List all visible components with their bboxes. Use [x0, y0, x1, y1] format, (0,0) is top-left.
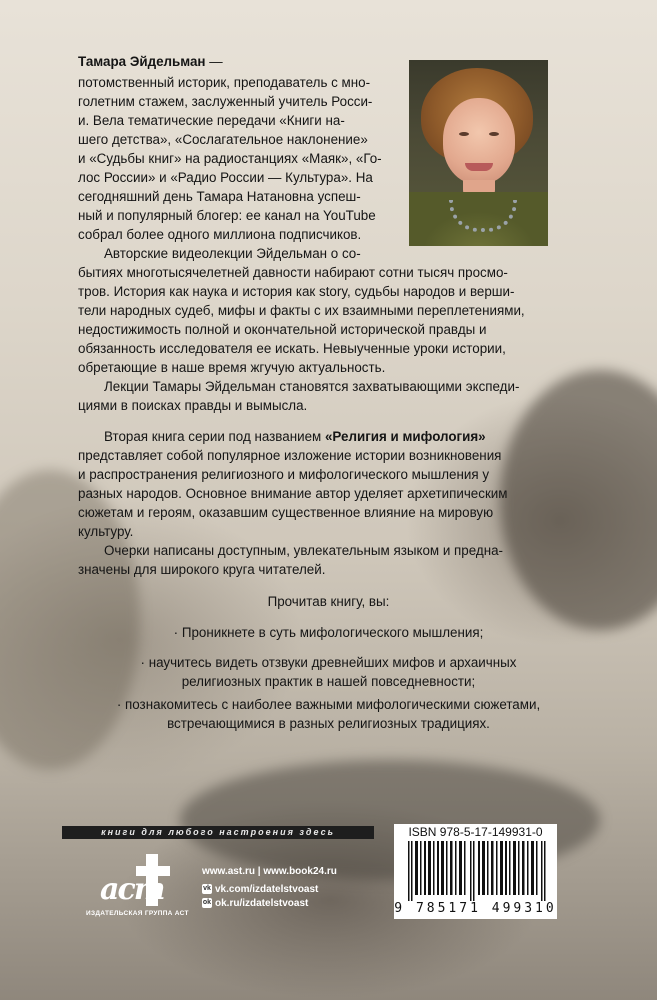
vk-link[interactable]: vk vk.com/izdatelstvoast	[203, 884, 319, 895]
bio-line: лос России» и «Радио России — Культура». На	[78, 170, 373, 185]
essays-line: значены для широкого круга читателей.	[78, 562, 326, 577]
barcode	[404, 841, 554, 901]
lecture-line: Авторские видеолекции Эйдельман о со-	[104, 246, 361, 261]
isbn-number: ISBN 978-5-17-149931-0	[408, 825, 543, 839]
lecture-line: обретающие в наше время жгучую актуальность.	[78, 360, 386, 375]
benefit-item: религиозных практик в нашей повседневности;	[181, 674, 476, 689]
publisher-tagline: книги для любого настроения здесь	[62, 826, 374, 839]
background-rock	[500, 370, 657, 630]
author-photo	[409, 60, 548, 246]
ok-link[interactable]: ok ok.ru/izdatelstvoast	[202, 898, 309, 909]
book-description-line: представляет собой популярное изложение истории возникновения	[78, 448, 502, 463]
bio-line: потомственный историк, преподаватель с мно-	[78, 75, 371, 90]
book-title-line: Вторая книга серии под названием «Религия и мифология»	[104, 429, 486, 444]
ok-icon: ok	[202, 899, 212, 907]
lecture-line: тров. История как наука и история как story, судьбы народов и верши-	[78, 284, 515, 299]
book-description-line: сюжетам и героям, оказавшим существенное влияние на мировую	[78, 505, 494, 520]
website-links[interactable]: www.ast.ru | www.book24.ru	[202, 866, 337, 877]
ast-logo: аст	[96, 850, 174, 910]
bio-line: шего детства», «Сослагательное наклонение»	[78, 132, 368, 147]
benefit-item: · Проникнете в суть мифологического мышления;	[173, 625, 484, 640]
expedition-line: циями в поисках правды и вымысла.	[78, 398, 308, 413]
bio-line: и «Судьбы книг» на радиостанциях «Маяк», «Го-	[78, 151, 382, 166]
publisher-name: ИЗДАТЕЛЬСКАЯ ГРУППА АСТ	[86, 910, 189, 917]
essays-line: Очерки написаны доступным, увлекательным языком и предна-	[104, 543, 504, 558]
expedition-line: Лекции Тамары Эйдельман становятся захватывающими экспеди-	[104, 379, 520, 394]
bio-line: сегодняшний день Тамара Натановна успеш-	[78, 189, 361, 204]
book-description-line: разных народов. Основное внимание автор уделяет архетипическим	[78, 486, 508, 501]
lecture-line: бытиях многотысячелетней давности набирают сотни тысяч просмо-	[78, 265, 508, 280]
lecture-line: недостижимость полной и окончательной исторической правды и	[78, 322, 487, 337]
bio-line: собрал более одного миллиона подписчиков.	[78, 227, 362, 242]
barcode-digits: 9 785171 499310	[394, 901, 557, 916]
bio-line: голетним стажем, заслуженный учитель Росси-	[78, 94, 373, 109]
bio-line: ный и популярный блогер: ее канал на YouTube	[78, 208, 376, 223]
isbn-barcode-box	[394, 824, 557, 919]
book-description-line: и распространения религиозного и мифологического мышления у	[78, 467, 490, 482]
benefit-item: · познакомитесь с наиболее важными мифологическими сюжетами,	[116, 697, 541, 712]
benefit-item: встречающимися в разных религиозных традициях.	[167, 716, 490, 731]
author-heading: Тамара Эйдельман —	[78, 54, 223, 69]
book-description-line: культуру.	[78, 524, 134, 539]
bio-line: и. Вела тематические передачи «Книги на-	[78, 113, 345, 128]
lecture-line: обязанность исследователя ее искать. Невыученные уроки истории,	[78, 341, 506, 356]
benefits-intro: Прочитав книгу, вы:	[267, 594, 390, 609]
vk-icon: vk	[203, 885, 211, 893]
lecture-line: тели народных судеб, мифы и факты с их взаимными переплетениями,	[78, 303, 525, 318]
benefit-item: · научитесь видеть отзвуки древнейших мифов и архаичных	[140, 655, 517, 670]
